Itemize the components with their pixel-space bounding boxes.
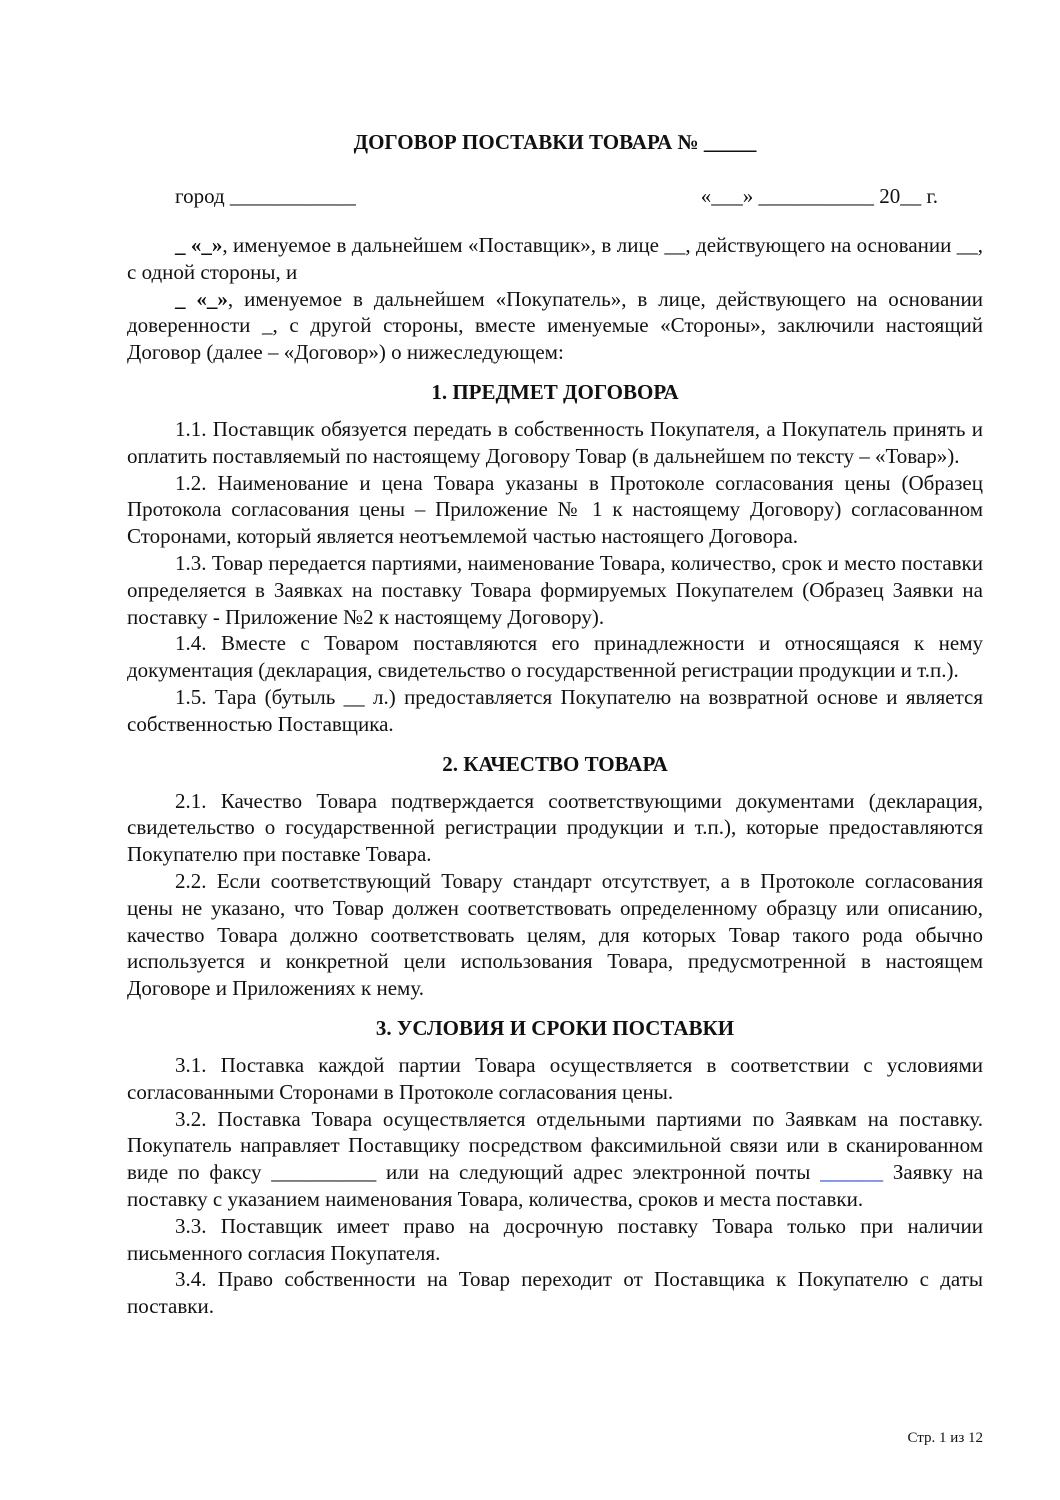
buyer-text: , именуемое в дальнейшем «Покупатель», в лице, действующего на основании доверенности _, с другой стороны, вместе именуемые «Стороны», заключили настоящий Договор (далее – «Договор») о нижеследующем: bbox=[127, 286, 983, 365]
clause-paragraph: 1.5. Тара (бутыль __ л.) предоставляется Покупателю на возвратной основе и является собственностью Поставщика. bbox=[127, 684, 983, 736]
section-heading: 3. УСЛОВИЯ И СРОКИ ПОСТАВКИ bbox=[375, 1015, 735, 1040]
document-title: ДОГОВОР ПОСТАВКИ ТОВАРА № _____ bbox=[353, 130, 757, 154]
clause-paragraph: 3.3. Поставщик имеет право на досрочную поставку Товара только при наличии письменного согласия Покупателя. bbox=[127, 1213, 983, 1265]
clause-paragraph: 2.1. Качество Товара подтверждается соответствующими документами (декларация, свидетельство о государственной регистрации продукции и т.п.), которые предоставляются Покупателю при поставке Товара. bbox=[127, 788, 983, 867]
email-link[interactable]: ______ bbox=[820, 1160, 884, 1185]
buyer-name: _ «_» bbox=[175, 286, 228, 311]
date-line: «___» ___________ 20__ г. bbox=[700, 184, 938, 208]
clause-text: 3.2. Поставка Товара осуществляется отдельными партиями по Заявкам на поставку. Покупатель направляет Поставщику посредством факсимильной связи или в сканированном виде по факсу __________ или на следующий адрес электронной почты bbox=[127, 1106, 983, 1185]
clause-text: Заявку на поставку с указанием наименования Товара, количества, сроков и места поставки. bbox=[127, 1160, 983, 1211]
supplier-name: _ «_» bbox=[175, 233, 223, 257]
section-heading: 1. ПРЕДМЕТ ДОГОВОРА bbox=[431, 379, 679, 404]
document-body bbox=[127, 232, 983, 1320]
clause-paragraph: 3.1. Поставка каждой партии Товара осуществляется в соответствии с условиями согласованными Сторонами в Протоколе согласования цены. bbox=[127, 1052, 983, 1104]
document-page bbox=[127, 0, 983, 1500]
supplier-text: , именуемое в дальнейшем «Поставщик», в лице __, действующего на основании __, с одной стороны, и bbox=[127, 233, 984, 284]
preamble-buyer bbox=[127, 286, 983, 366]
page-number: Стр. 1 из 12 bbox=[907, 1430, 983, 1446]
clause-paragraph: 2.2. Если соответствующий Товару стандарт отсутствует, а в Протоколе согласования цены не указано, что Товар должен соответствовать определенному образцу или описанию, качество Товара должно соответствовать целям, для которых Товар такого рода обычно используется и конкретной цели использования Товара, предусмотренной в настоящем Договоре и Приложениях к нему. bbox=[127, 868, 983, 1001]
clause-paragraph: 1.3. Товар передается партиями, наименование Товара, количество, срок и место поставки определяется в Заявках на поставку Товара формируемых Покупателем (Образец Заявки на поставку - Приложение №2 к настоящему Договору). bbox=[127, 550, 983, 629]
clause-paragraph: 1.4. Вместе с Товаром поставляются его принадлежности и относящаяся к нему документация (декларация, свидетельство о государственной регистрации продукции и т.п.). bbox=[127, 631, 983, 683]
preamble-supplier bbox=[127, 232, 983, 286]
section-heading: 2. КАЧЕСТВО ТОВАРА bbox=[442, 751, 668, 776]
clause-paragraph bbox=[127, 1106, 983, 1213]
clause-paragraph: 1.1. Поставщик обязуется передать в собственность Покупателя, а Покупатель принять и оплатить поставляемый по настоящему Договору Товар (в дальнейшем по тексту – «Товар»). bbox=[127, 416, 983, 468]
city-line: город ____________ bbox=[175, 184, 356, 208]
clause-paragraph: 3.4. Право собственности на Товар переходит от Поставщика к Покупателю с даты поставки. bbox=[127, 1267, 983, 1319]
clause-paragraph: 1.2. Наименование и цена Товара указаны в Протоколе согласования цены (Образец Протокола согласования цены – Приложение № 1 к настоящему Договору) согласованном Сторонами, который является неотъемлемой частью настоящего Договора. bbox=[127, 470, 983, 549]
